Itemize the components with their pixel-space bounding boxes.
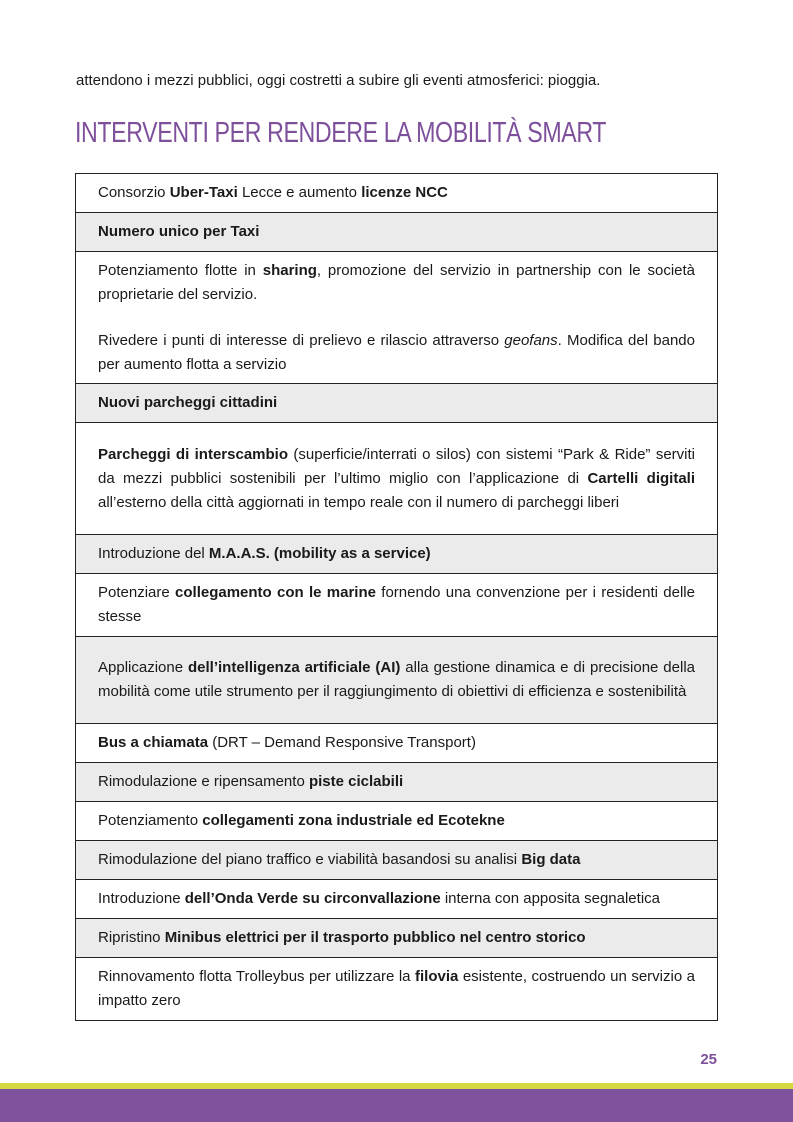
table-row [76, 384, 718, 423]
table-cell: Numero unico per Taxi [76, 213, 718, 252]
table-cell: Potenziamento flotte in sharing, promozione del servizio in partnership con le società proprietarie del servizio. Rivedere i punti di interesse di prelievo e rilascio attraverso geofans. Modifica del bando per aumento flotta a servizio [76, 252, 718, 384]
table-row [76, 174, 718, 213]
table-cell: Potenziamento collegamenti zona industriale ed Ecotekne [76, 802, 718, 841]
table-cell: Parcheggi di interscambio (superficie/interrati o silos) con sistemi “Park & Ride” serviti da mezzi pubblici sostenibili per l’ultimo miglio con l’applicazione di Cartelli digitali all’esterno della città aggiornati in tempo reale con il numero di parcheggi liberi [76, 423, 718, 535]
table-row [76, 763, 718, 802]
table-row [76, 213, 718, 252]
table-row [76, 880, 718, 919]
table-row [76, 802, 718, 841]
page-number: 25 [700, 1051, 717, 1068]
section-heading: INTERVENTI PER RENDERE LA MOBILITÀ SMART [75, 117, 607, 149]
table-cell: Potenziare collegamento con le marine fornendo una convenzione per i residenti delle stesse [76, 574, 718, 637]
table-cell: Nuovi parcheggi cittadini [76, 384, 718, 423]
table-row [76, 919, 718, 958]
intro-paragraph: attendono i mezzi pubblici, oggi costretti a subire gli eventi atmosferici: pioggia. [76, 72, 601, 89]
table-cell: Ripristino Minibus elettrici per il trasporto pubblico nel centro storico [76, 919, 718, 958]
table-cell: Bus a chiamata (DRT – Demand Responsive Transport) [76, 724, 718, 763]
table-row [76, 958, 718, 1021]
measures-table [75, 173, 718, 1021]
table-row [76, 841, 718, 880]
table-row [76, 724, 718, 763]
table-cell: Introduzione del M.A.A.S. (mobility as a service) [76, 535, 718, 574]
table-row [76, 252, 718, 384]
table-row [76, 574, 718, 637]
table-row [76, 535, 718, 574]
table-row [76, 637, 718, 724]
table-row [76, 423, 718, 535]
table-cell: Rimodulazione e ripensamento piste ciclabili [76, 763, 718, 802]
footer-band-purple [0, 1089, 793, 1122]
table-cell: Introduzione dell’Onda Verde su circonvallazione interna con apposita segnaletica [76, 880, 718, 919]
table-cell: Rinnovamento flotta Trolleybus per utilizzare la filovia esistente, costruendo un servizio a impatto zero [76, 958, 718, 1021]
table-cell: Consorzio Uber-Taxi Lecce e aumento licenze NCC [76, 174, 718, 213]
table-cell: Rimodulazione del piano traffico e viabilità basandosi su analisi Big data [76, 841, 718, 880]
table-cell: Applicazione dell’intelligenza artificiale (AI) alla gestione dinamica e di precisione della mobilità come utile strumento per il raggiungimento di obiettivi di efficienza e sostenibilità [76, 637, 718, 724]
